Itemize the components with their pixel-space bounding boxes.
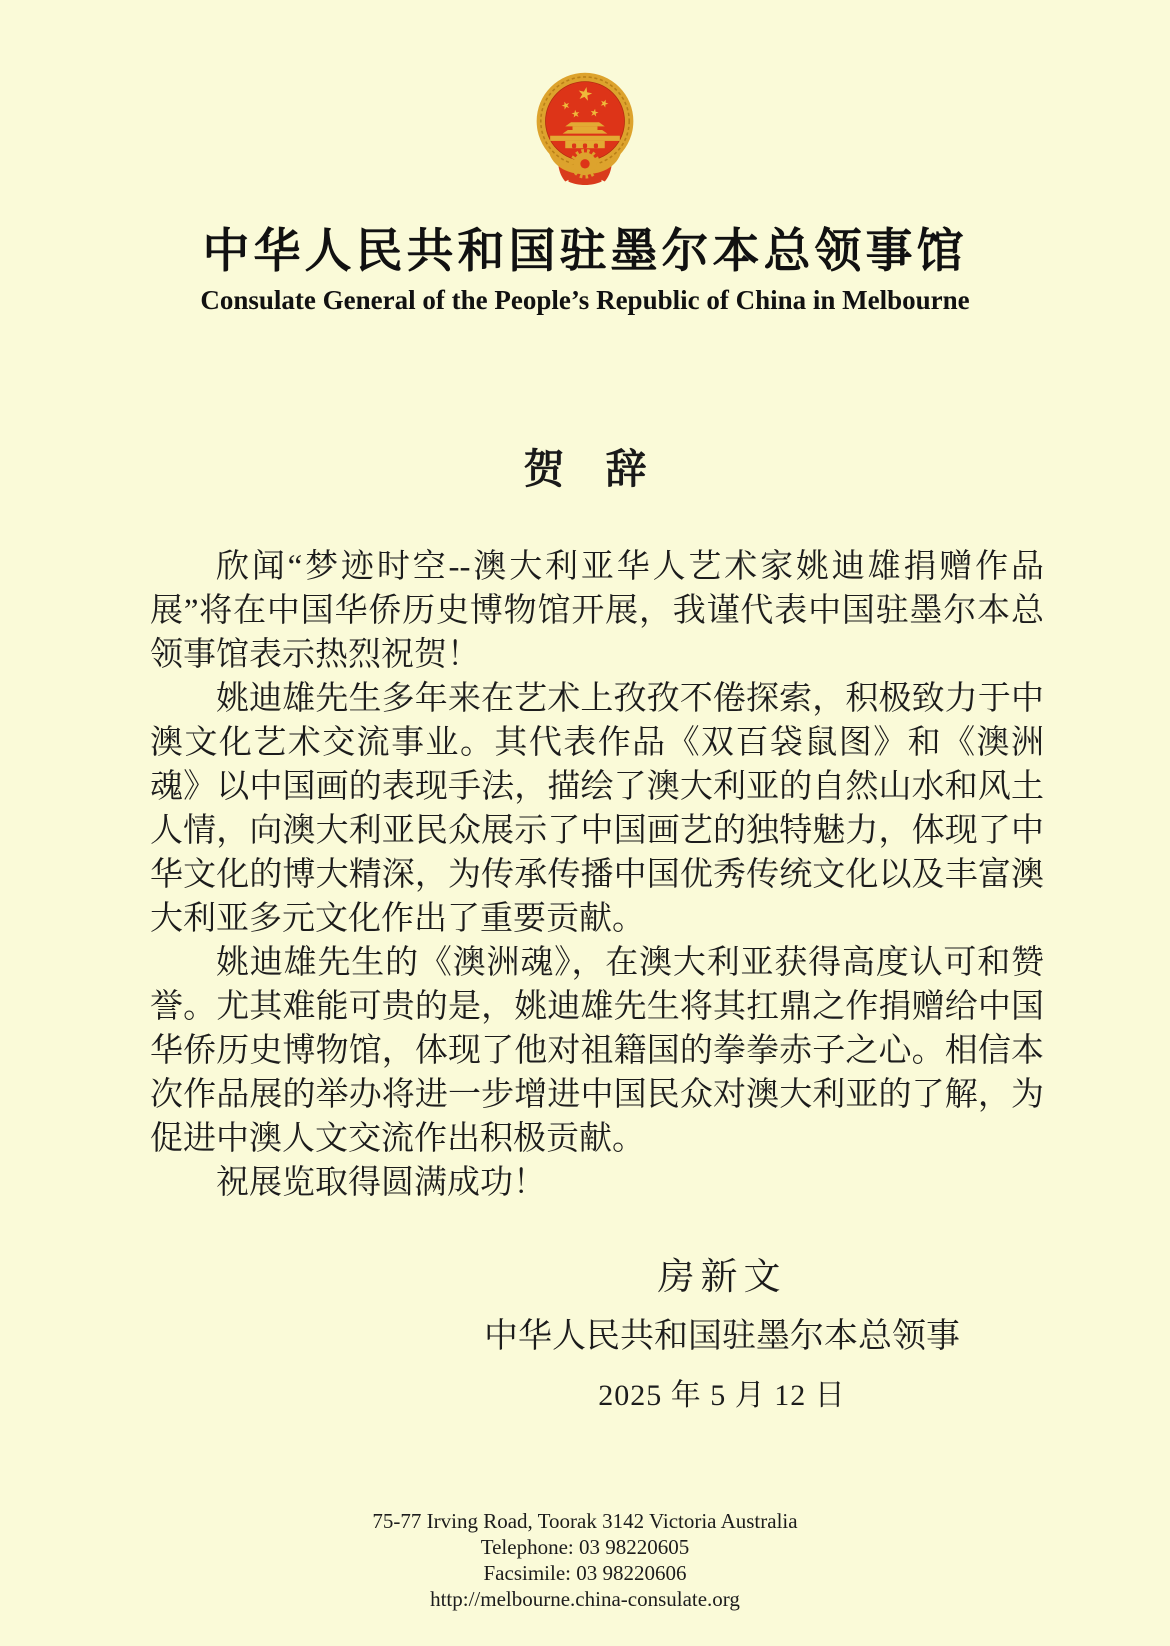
footer-facsimile: Facsimile: 03 98220606 xyxy=(483,1561,687,1585)
letterhead-footer xyxy=(0,1508,1170,1612)
letter-date: 2025 年 5 月 12 日 xyxy=(598,1379,846,1412)
paragraph-3: 姚迪雄先生的《澳洲魂》，在澳大利亚获得高度认可和赞誉。尤其难能可贵的是，姚迪雄先生将其扛鼎之作捐赠给中国华侨历史博物馆，体现了他对祖籍国的拳拳赤子之心。相信本次作品展的举办将进一步增进中国民众对澳大利亚的了解，为促进中澳人文交流作出积极贡献。 xyxy=(150,945,1044,1157)
paragraph-4: 祝展览取得圆满成功！ xyxy=(216,1165,546,1201)
document-heading: 贺 辞 xyxy=(523,446,647,492)
signer-title: 中华人民共和国驻墨尔本总领事 xyxy=(484,1318,960,1355)
signer-name: 房新文 xyxy=(657,1257,787,1298)
consulate-title-english: Consulate General of the People’s Republic of China in Melbourne xyxy=(200,285,970,315)
signature-block xyxy=(442,1255,1002,1415)
letter-body xyxy=(150,545,1044,1205)
paragraph-2: 姚迪雄先生多年来在艺术上孜孜不倦探索，积极致力于中澳文化艺术交流事业。其代表作品《双百袋鼠图》和《澳洲魂》以中国画的表现手法，描绘了澳大利亚的自然山水和风土人情，向澳大利亚民众展示了中国画艺的独特魅力，体现了中华文化的博大精深，为传承传播中国优秀传统文化以及丰富澳大利亚多元文化作出了重要贡献。 xyxy=(150,681,1044,937)
consulate-title-chinese: 中华人民共和国驻墨尔本总领事馆 xyxy=(202,226,968,278)
footer-url: http://melbourne.china-consulate.org xyxy=(430,1587,740,1611)
footer-address: 75-77 Irving Road, Toorak 3142 Victoria Australia xyxy=(372,1509,798,1533)
emblem-container xyxy=(0,0,1170,190)
paragraph-1: 欣闻“梦迹时空--澳大利亚华人艺术家姚迪雄捐赠作品展”将在中国华侨历史博物馆开展，我谨代表中国驻墨尔本总领事馆表示热烈祝贺！ xyxy=(150,549,1044,673)
footer-telephone: Telephone: 03 98220605 xyxy=(480,1535,690,1559)
china-national-emblem-icon xyxy=(533,70,637,190)
